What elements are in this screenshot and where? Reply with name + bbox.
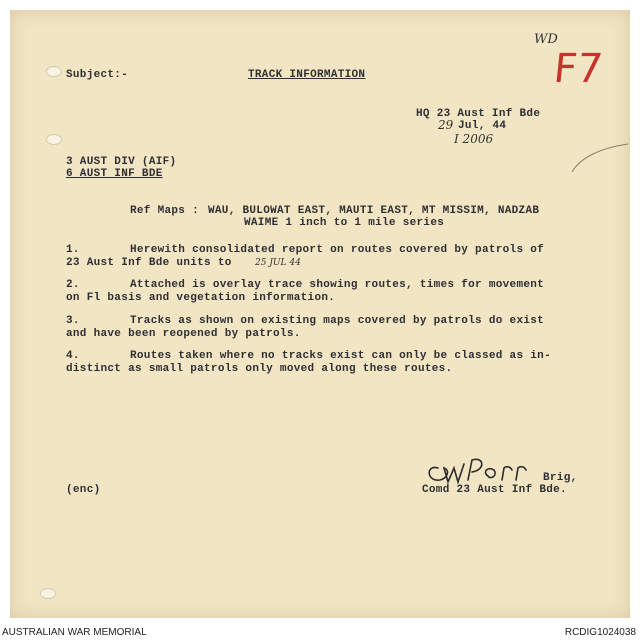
addressee-line2: 6 AUST INF BDE <box>66 168 163 180</box>
document-sheet <box>10 10 630 618</box>
reference-number-handwritten: I 2006 <box>454 132 494 146</box>
para-1-line1: Herewith consolidated report on routes covered by patrols of <box>130 244 545 256</box>
para-3-line1: Tracks as shown on existing maps covered by patrols do exist <box>130 315 545 327</box>
subject-label: Subject:- <box>66 69 129 81</box>
footer-record-id: RCDIG1024038 <box>564 627 636 638</box>
archive-footer <box>0 622 640 642</box>
para-4-line1: Routes taken where no tracks exist can only be classed as in- <box>130 350 551 362</box>
subject-title: TRACK INFORMATION <box>248 69 366 81</box>
wd-annotation: WD <box>534 32 558 47</box>
para-4-line2: distinct as small patrols only moved along these routes. <box>66 363 453 375</box>
ref-maps-label: Ref Maps : <box>130 205 200 217</box>
para-3-number: 3. <box>66 315 80 327</box>
para-1-line2: 23 Aust Inf Bde units to <box>66 257 232 269</box>
punch-hole-bottom <box>40 588 56 599</box>
date-day-handwritten: 29 <box>438 118 454 132</box>
ref-maps-line2: WAIME 1 inch to 1 mile series <box>244 217 445 229</box>
para-2-number: 2. <box>66 279 80 291</box>
para-3-line2: and have been reopened by patrols. <box>66 328 301 340</box>
enclosure-note: (enc) <box>66 484 101 496</box>
footer-institution: AUSTRALIAN WAR MEMORIAL <box>2 627 147 638</box>
ref-maps-line1: WAU, BULOWAT EAST, MAUTI EAST, MT MISSIM, NADZAB <box>208 205 540 217</box>
signature-rank: Brig, <box>543 472 578 484</box>
para-2-line2: on Fl basis and vegetation information. <box>66 292 336 304</box>
para-4-number: 4. <box>66 350 80 362</box>
date-typed: Jul, 44 <box>458 120 507 132</box>
addressee-line1: 3 AUST DIV (AIF) <box>66 156 177 168</box>
punch-hole-middle <box>46 134 62 145</box>
para-1-handwritten-date: 25 JUL 44 <box>255 258 301 268</box>
hq-line: HQ 23 Aust Inf Bde <box>416 108 541 120</box>
signature-title: Comd 23 Aust Inf Bde. <box>422 484 567 496</box>
para-2-line1: Attached is overlay trace showing routes, times for movement <box>130 279 545 291</box>
para-1-number: 1. <box>66 244 80 256</box>
punch-hole-top <box>46 66 62 77</box>
pencil-mark <box>570 138 630 178</box>
file-code-annotation: F7 <box>551 46 605 92</box>
